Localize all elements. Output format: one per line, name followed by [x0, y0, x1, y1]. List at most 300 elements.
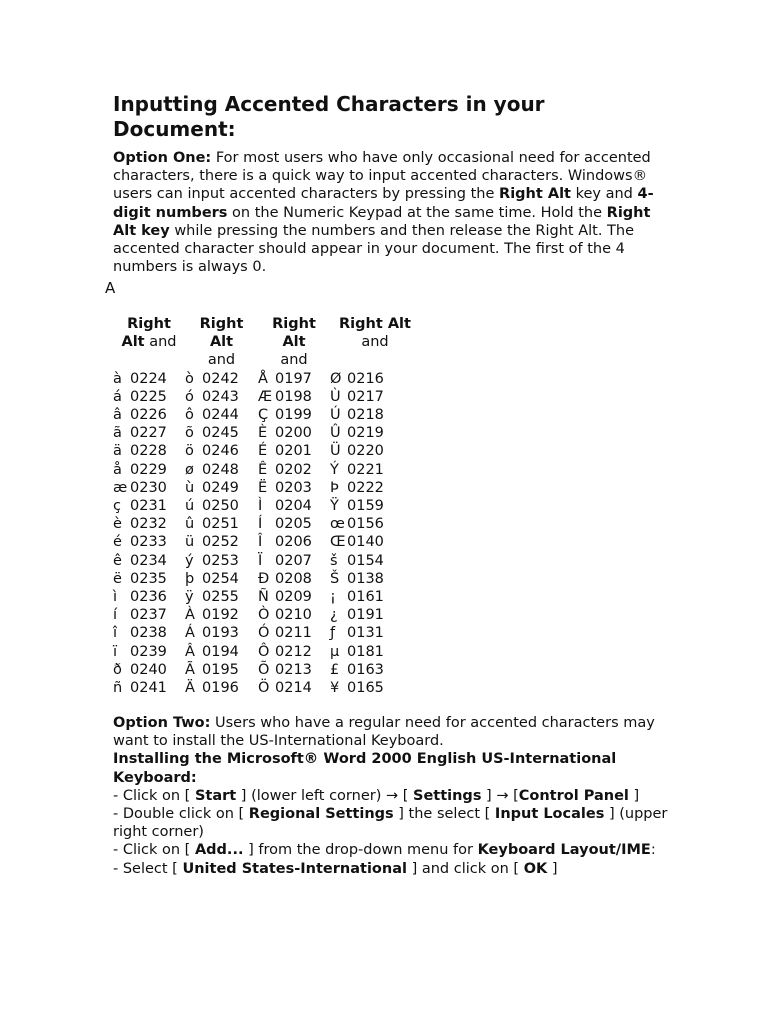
- option-two-paragraph: [113, 714, 673, 750]
- accent-character: ð: [113, 661, 122, 678]
- table-cell: [330, 461, 420, 479]
- alt-code: 0244: [202, 407, 239, 424]
- document-body: [113, 92, 673, 276]
- accent-character: Æ: [258, 388, 273, 405]
- accent-character: Ì: [258, 498, 263, 515]
- step-text: ] and click on [: [406, 860, 524, 877]
- column-header-line: [330, 333, 420, 351]
- table-cell: [330, 606, 420, 624]
- alt-code: 0252: [202, 534, 239, 551]
- accent-character: Þ: [330, 479, 339, 496]
- accent-character: œ: [330, 516, 345, 533]
- column-header-line: Right: [127, 316, 171, 332]
- table-cell: [258, 533, 330, 551]
- accent-character: Ö: [258, 680, 270, 697]
- alt-code: 0205: [275, 516, 312, 533]
- alt-code: 0202: [275, 461, 312, 478]
- option-one-label: Option One:: [113, 150, 212, 166]
- accent-character: å: [113, 461, 122, 478]
- alt-code: 0239: [130, 643, 167, 660]
- table-cell: [185, 515, 258, 533]
- option-two-text: Users who have a regular need for accented characters may want to install the US-International Keyboard.: [113, 715, 655, 750]
- table-cell: [330, 424, 420, 442]
- table-cell: [185, 497, 258, 515]
- alt-code: 0208: [275, 570, 312, 587]
- alt-code: 0191: [347, 607, 384, 624]
- accent-character: Ý: [330, 461, 339, 478]
- table-cell: [113, 497, 185, 515]
- step-emphasis: OK: [523, 860, 548, 877]
- alt-code: 0163: [347, 661, 384, 678]
- alt-code: 0254: [202, 570, 239, 587]
- step-text: ]: [628, 787, 640, 804]
- accent-character: Ø: [330, 370, 342, 387]
- table-cell: [330, 533, 420, 551]
- alt-code: 0206: [275, 534, 312, 551]
- accent-character: ñ: [113, 680, 123, 697]
- accent-character: Ü: [330, 443, 341, 460]
- alt-code: 0240: [130, 661, 167, 678]
- alt-code: 0225: [130, 388, 167, 405]
- install-step: [113, 841, 673, 859]
- accent-character: Í: [258, 516, 263, 533]
- accent-character: í: [113, 607, 118, 624]
- alt-code: 0248: [202, 461, 239, 478]
- column-header-and: [113, 351, 185, 369]
- alt-code: 0246: [202, 443, 239, 460]
- step-emphasis: Keyboard Layout/IME: [477, 842, 651, 859]
- table-cell: [330, 661, 420, 679]
- table-cell: [330, 370, 420, 388]
- table-row: [113, 606, 420, 624]
- table-cell: [258, 406, 330, 424]
- alt-code: 0235: [130, 570, 167, 587]
- alt-code: 0209: [275, 589, 312, 606]
- step-emphasis: Control Panel: [518, 787, 629, 804]
- table-cell: [258, 479, 330, 497]
- column-header-line: Right: [199, 316, 244, 332]
- alt-code: 0253: [202, 552, 239, 569]
- table-cell: [330, 406, 420, 424]
- table-cell: [330, 624, 420, 642]
- alt-code: 0217: [347, 388, 384, 405]
- accent-character: Š: [330, 570, 340, 587]
- column-header-and: and: [361, 334, 389, 351]
- alt-code: 0214: [275, 680, 312, 697]
- table-cell: [113, 533, 185, 551]
- accent-character: û: [185, 516, 195, 533]
- accent-character: Ô: [258, 643, 270, 660]
- table-cell: [113, 388, 185, 406]
- table-cell: [330, 588, 420, 606]
- table-cell: [258, 497, 330, 515]
- table-row: [113, 370, 420, 388]
- table-cell: [185, 442, 258, 460]
- column-header-and: and: [144, 334, 177, 351]
- table-cell: [113, 606, 185, 624]
- option-two-section: [113, 714, 673, 878]
- accent-character: É: [258, 443, 268, 460]
- alt-code: 0228: [130, 443, 167, 460]
- accent-character: Ò: [258, 607, 270, 624]
- alt-code: 0237: [130, 607, 167, 624]
- table-cell: [185, 552, 258, 570]
- table-cell: [185, 388, 258, 406]
- right-alt-key-emphasis: Right Alt key: [113, 204, 651, 239]
- table-row: [113, 552, 420, 570]
- alt-code: 0140: [347, 534, 384, 551]
- table-cell: [330, 442, 420, 460]
- accent-character: ¿: [330, 607, 338, 624]
- option-one-paragraph: [113, 149, 673, 276]
- table-cell: [185, 643, 258, 661]
- accent-character: À: [185, 607, 195, 624]
- table-cell: [185, 424, 258, 442]
- alt-code: 0232: [130, 516, 167, 533]
- table-cell: [185, 461, 258, 479]
- column-header-alt: Alt: [121, 334, 145, 351]
- alt-code: 0242: [202, 370, 239, 387]
- accent-character: ä: [113, 443, 122, 460]
- table-body: [113, 370, 420, 698]
- table-cell: [113, 552, 185, 570]
- table-cell: [330, 570, 420, 588]
- accent-character: Ù: [330, 388, 341, 405]
- alt-code: 0221: [347, 461, 384, 478]
- accent-character: â: [113, 407, 122, 424]
- column-header-line: Right Alt: [339, 316, 411, 332]
- table-cell: [113, 515, 185, 533]
- table-cell: [330, 679, 420, 697]
- accent-character: Ë: [258, 479, 268, 496]
- alt-code: 0241: [130, 680, 167, 697]
- accent-character: ç: [113, 498, 121, 515]
- alt-code: 0234: [130, 552, 167, 569]
- table-cell: [185, 479, 258, 497]
- column-header-line: [258, 333, 330, 351]
- step-text: - Double click on [: [113, 806, 249, 823]
- accent-character: Ç: [258, 407, 269, 424]
- table-row: [113, 424, 420, 442]
- alt-code: 0233: [130, 534, 167, 551]
- step-emphasis: Settings: [413, 787, 482, 804]
- step-text: :: [650, 842, 656, 859]
- accent-character: Û: [330, 425, 341, 442]
- alt-code: 0161: [347, 589, 384, 606]
- alt-code: 0212: [275, 643, 312, 660]
- alt-code: 0194: [202, 643, 239, 660]
- step-text: ] (upper right corner): [113, 806, 668, 841]
- table-cell: [113, 479, 185, 497]
- accent-character: é: [113, 534, 122, 551]
- table-cell: [185, 679, 258, 697]
- accent-character: ÿ: [185, 589, 194, 606]
- table-cell: [113, 624, 185, 642]
- accent-character: î: [113, 625, 118, 642]
- table-cell: [258, 624, 330, 642]
- install-heading-text: Installing the Microsoft® Word 2000 English US-International Keyboard:: [113, 751, 617, 786]
- accent-character: Ä: [185, 680, 195, 697]
- table-cell: [330, 515, 420, 533]
- accent-character: þ: [185, 570, 195, 587]
- accent-character: £: [330, 661, 340, 678]
- step-text: ] (lower left corner) → [: [236, 787, 413, 804]
- install-step: [113, 860, 673, 878]
- table-row: [113, 570, 420, 588]
- accent-character: Á: [185, 625, 195, 642]
- alt-code: 0219: [347, 425, 384, 442]
- column-header: [185, 315, 258, 370]
- alt-code: 0192: [202, 607, 239, 624]
- accent-character: Ú: [330, 407, 341, 424]
- alt-code: 0226: [130, 407, 167, 424]
- install-step: [113, 787, 673, 805]
- option-one-text: on the Numeric Keypad at the same time. Hold the: [227, 204, 607, 221]
- accent-character: Ï: [258, 552, 263, 569]
- alt-code: 0230: [130, 479, 167, 496]
- accent-character: Ã: [185, 661, 195, 678]
- stray-character: A: [105, 279, 116, 297]
- alt-code: 0159: [347, 498, 384, 515]
- step-emphasis: United States-International: [182, 860, 407, 877]
- alt-code: 0231: [130, 498, 167, 515]
- alt-code: 0211: [275, 625, 312, 642]
- table-cell: [330, 388, 420, 406]
- accent-character: ù: [185, 479, 195, 496]
- alt-code: 0196: [202, 680, 239, 697]
- accent-character: Ó: [258, 625, 270, 642]
- accent-character: ú: [185, 498, 195, 515]
- four-digit-emphasis: 4-digit numbers: [113, 186, 654, 221]
- accent-character: Ð: [258, 570, 270, 587]
- table-cell: [258, 570, 330, 588]
- alt-code: 0156: [347, 516, 384, 533]
- table-cell: [258, 461, 330, 479]
- table-cell: [185, 533, 258, 551]
- alt-code: 0227: [130, 425, 167, 442]
- table-cell: [330, 552, 420, 570]
- accent-character: æ: [113, 479, 128, 496]
- alt-code: 0201: [275, 443, 312, 460]
- column-header-and: [330, 351, 420, 369]
- alt-code: 0165: [347, 680, 384, 697]
- table-cell: [258, 643, 330, 661]
- table-cell: [258, 424, 330, 442]
- alt-code: 0213: [275, 661, 312, 678]
- accent-character: ö: [185, 443, 194, 460]
- alt-code: 0238: [130, 625, 167, 642]
- column-header-and: and: [280, 352, 308, 369]
- column-header: [330, 315, 420, 370]
- table-cell: [258, 515, 330, 533]
- table-cell: [113, 661, 185, 679]
- table-cell: [185, 406, 258, 424]
- table-cell: [113, 570, 185, 588]
- column-header-and: and: [207, 352, 236, 369]
- accent-character: ò: [185, 370, 194, 387]
- table-cell: [330, 497, 420, 515]
- table-row: [113, 442, 420, 460]
- step-emphasis: Input Locales: [494, 806, 605, 823]
- alt-code: 0255: [202, 589, 239, 606]
- alt-code: 0181: [347, 643, 384, 660]
- accent-character: ¡: [330, 589, 336, 606]
- step-text: ] the select [: [393, 806, 495, 823]
- accent-character: š: [330, 552, 338, 569]
- alt-code: 0236: [130, 589, 167, 606]
- accent-character: ï: [113, 643, 118, 660]
- step-emphasis: Regional Settings: [248, 806, 394, 823]
- step-emphasis: Add...: [194, 842, 244, 859]
- table-row: [113, 533, 420, 551]
- step-text: ] from the drop-down menu for: [243, 842, 478, 859]
- accent-character: Ñ: [258, 589, 269, 606]
- table-row: [113, 461, 420, 479]
- accent-character: ó: [185, 388, 194, 405]
- step-text: ]: [547, 860, 558, 877]
- table-row: [113, 479, 420, 497]
- table-row: [113, 661, 420, 679]
- accent-character: ì: [113, 589, 118, 606]
- option-one-text: key and: [570, 186, 638, 203]
- step-text: ] → [: [481, 787, 519, 804]
- alt-code: 0251: [202, 516, 239, 533]
- table-cell: [258, 588, 330, 606]
- table-cell: [330, 643, 420, 661]
- table-row: [113, 497, 420, 515]
- alt-code: 0224: [130, 370, 167, 387]
- page-title: Inputting Accented Characters in your Document:: [113, 92, 545, 141]
- column-header-alt: Alt: [282, 334, 306, 351]
- alt-code: 0216: [347, 370, 384, 387]
- table-cell: [185, 588, 258, 606]
- accent-character: ¥: [330, 680, 340, 697]
- alt-code: 0245: [202, 425, 239, 442]
- table-row: [113, 624, 420, 642]
- step-text: - Select [: [113, 860, 183, 877]
- alt-code: 0200: [275, 425, 312, 442]
- column-header: [258, 315, 330, 370]
- accent-character: ë: [113, 570, 122, 587]
- table-cell: [258, 606, 330, 624]
- option-two-label: Option Two:: [113, 715, 211, 731]
- column-header-line: [185, 333, 258, 351]
- option-one-text: For most users who have only occasional need for accented characters, there is a quick way to input accented characters. Windows® users can input accented characters by pressing the: [113, 150, 651, 203]
- table-cell: [185, 370, 258, 388]
- table-row: [113, 679, 420, 697]
- accent-character: ü: [185, 534, 195, 551]
- install-step: [113, 805, 673, 841]
- table-cell: [113, 406, 185, 424]
- alt-code: 0243: [202, 388, 239, 405]
- table-row: [113, 588, 420, 606]
- table-row: [113, 388, 420, 406]
- step-text: - Click on [: [113, 842, 195, 859]
- table-cell: [330, 479, 420, 497]
- table-cell: [258, 370, 330, 388]
- table-cell: [258, 679, 330, 697]
- accent-character: ø: [185, 461, 194, 478]
- column-header-line: Right: [272, 316, 316, 332]
- accent-character: õ: [185, 425, 194, 442]
- table-header-row: [113, 315, 420, 370]
- accent-character: Å: [258, 370, 268, 387]
- install-heading: [113, 750, 673, 786]
- alt-code: 0203: [275, 479, 312, 496]
- alt-code: 0207: [275, 552, 312, 569]
- column-header: [113, 315, 185, 370]
- column-header-alt: Alt: [209, 334, 234, 351]
- alt-code: 0218: [347, 407, 384, 424]
- accent-character: ƒ: [330, 625, 336, 642]
- table-cell: [185, 661, 258, 679]
- accent-character: ý: [185, 552, 194, 569]
- table-cell: [113, 461, 185, 479]
- table-cell: [258, 661, 330, 679]
- table-cell: [113, 679, 185, 697]
- accent-character: Ê: [258, 461, 268, 478]
- table-cell: [185, 624, 258, 642]
- table-row: [113, 406, 420, 424]
- accent-character: á: [113, 388, 122, 405]
- alt-code: 0154: [347, 552, 384, 569]
- accent-character: è: [113, 516, 122, 533]
- alt-code: 0220: [347, 443, 384, 460]
- accent-character: Î: [258, 534, 263, 551]
- alt-code: 0197: [275, 370, 312, 387]
- alt-code: 0229: [130, 461, 167, 478]
- table-cell: [258, 442, 330, 460]
- alt-code: 0204: [275, 498, 312, 515]
- accent-character: ê: [113, 552, 122, 569]
- accent-character: ã: [113, 425, 122, 442]
- table-row: [113, 643, 420, 661]
- table-cell: [185, 570, 258, 588]
- alt-code: 0195: [202, 661, 239, 678]
- alt-code: 0222: [347, 479, 384, 496]
- accent-code-table: [113, 315, 420, 697]
- alt-code: 0198: [275, 388, 312, 405]
- table-cell: [113, 370, 185, 388]
- option-one-text: while pressing the numbers and then release the Right Alt. The accented character should appear in your document. The first of the 4 numbers is always 0.: [113, 222, 635, 276]
- table-row: [113, 515, 420, 533]
- alt-code: 0250: [202, 498, 239, 515]
- table-cell: [113, 588, 185, 606]
- accent-character: Â: [185, 643, 195, 660]
- step-text: - Click on [: [113, 787, 195, 804]
- accent-character: µ: [330, 643, 340, 660]
- accent-character: È: [258, 425, 268, 442]
- alt-code: 0249: [202, 479, 239, 496]
- alt-code: 0193: [202, 625, 239, 642]
- accent-character: Õ: [258, 661, 270, 678]
- table-cell: [113, 442, 185, 460]
- step-emphasis: Start: [194, 787, 237, 804]
- table-cell: [185, 606, 258, 624]
- alt-code: 0199: [275, 407, 312, 424]
- table-cell: [258, 552, 330, 570]
- right-alt-emphasis: Right Alt: [499, 186, 571, 203]
- accent-character: Œ: [330, 534, 346, 551]
- alt-code: 0131: [347, 625, 384, 642]
- accent-character: ô: [185, 407, 194, 424]
- table-cell: [258, 388, 330, 406]
- accent-character: Ÿ: [330, 498, 339, 515]
- accent-character: à: [113, 370, 122, 387]
- table-cell: [113, 424, 185, 442]
- alt-code: 0210: [275, 607, 312, 624]
- alt-code: 0138: [347, 570, 384, 587]
